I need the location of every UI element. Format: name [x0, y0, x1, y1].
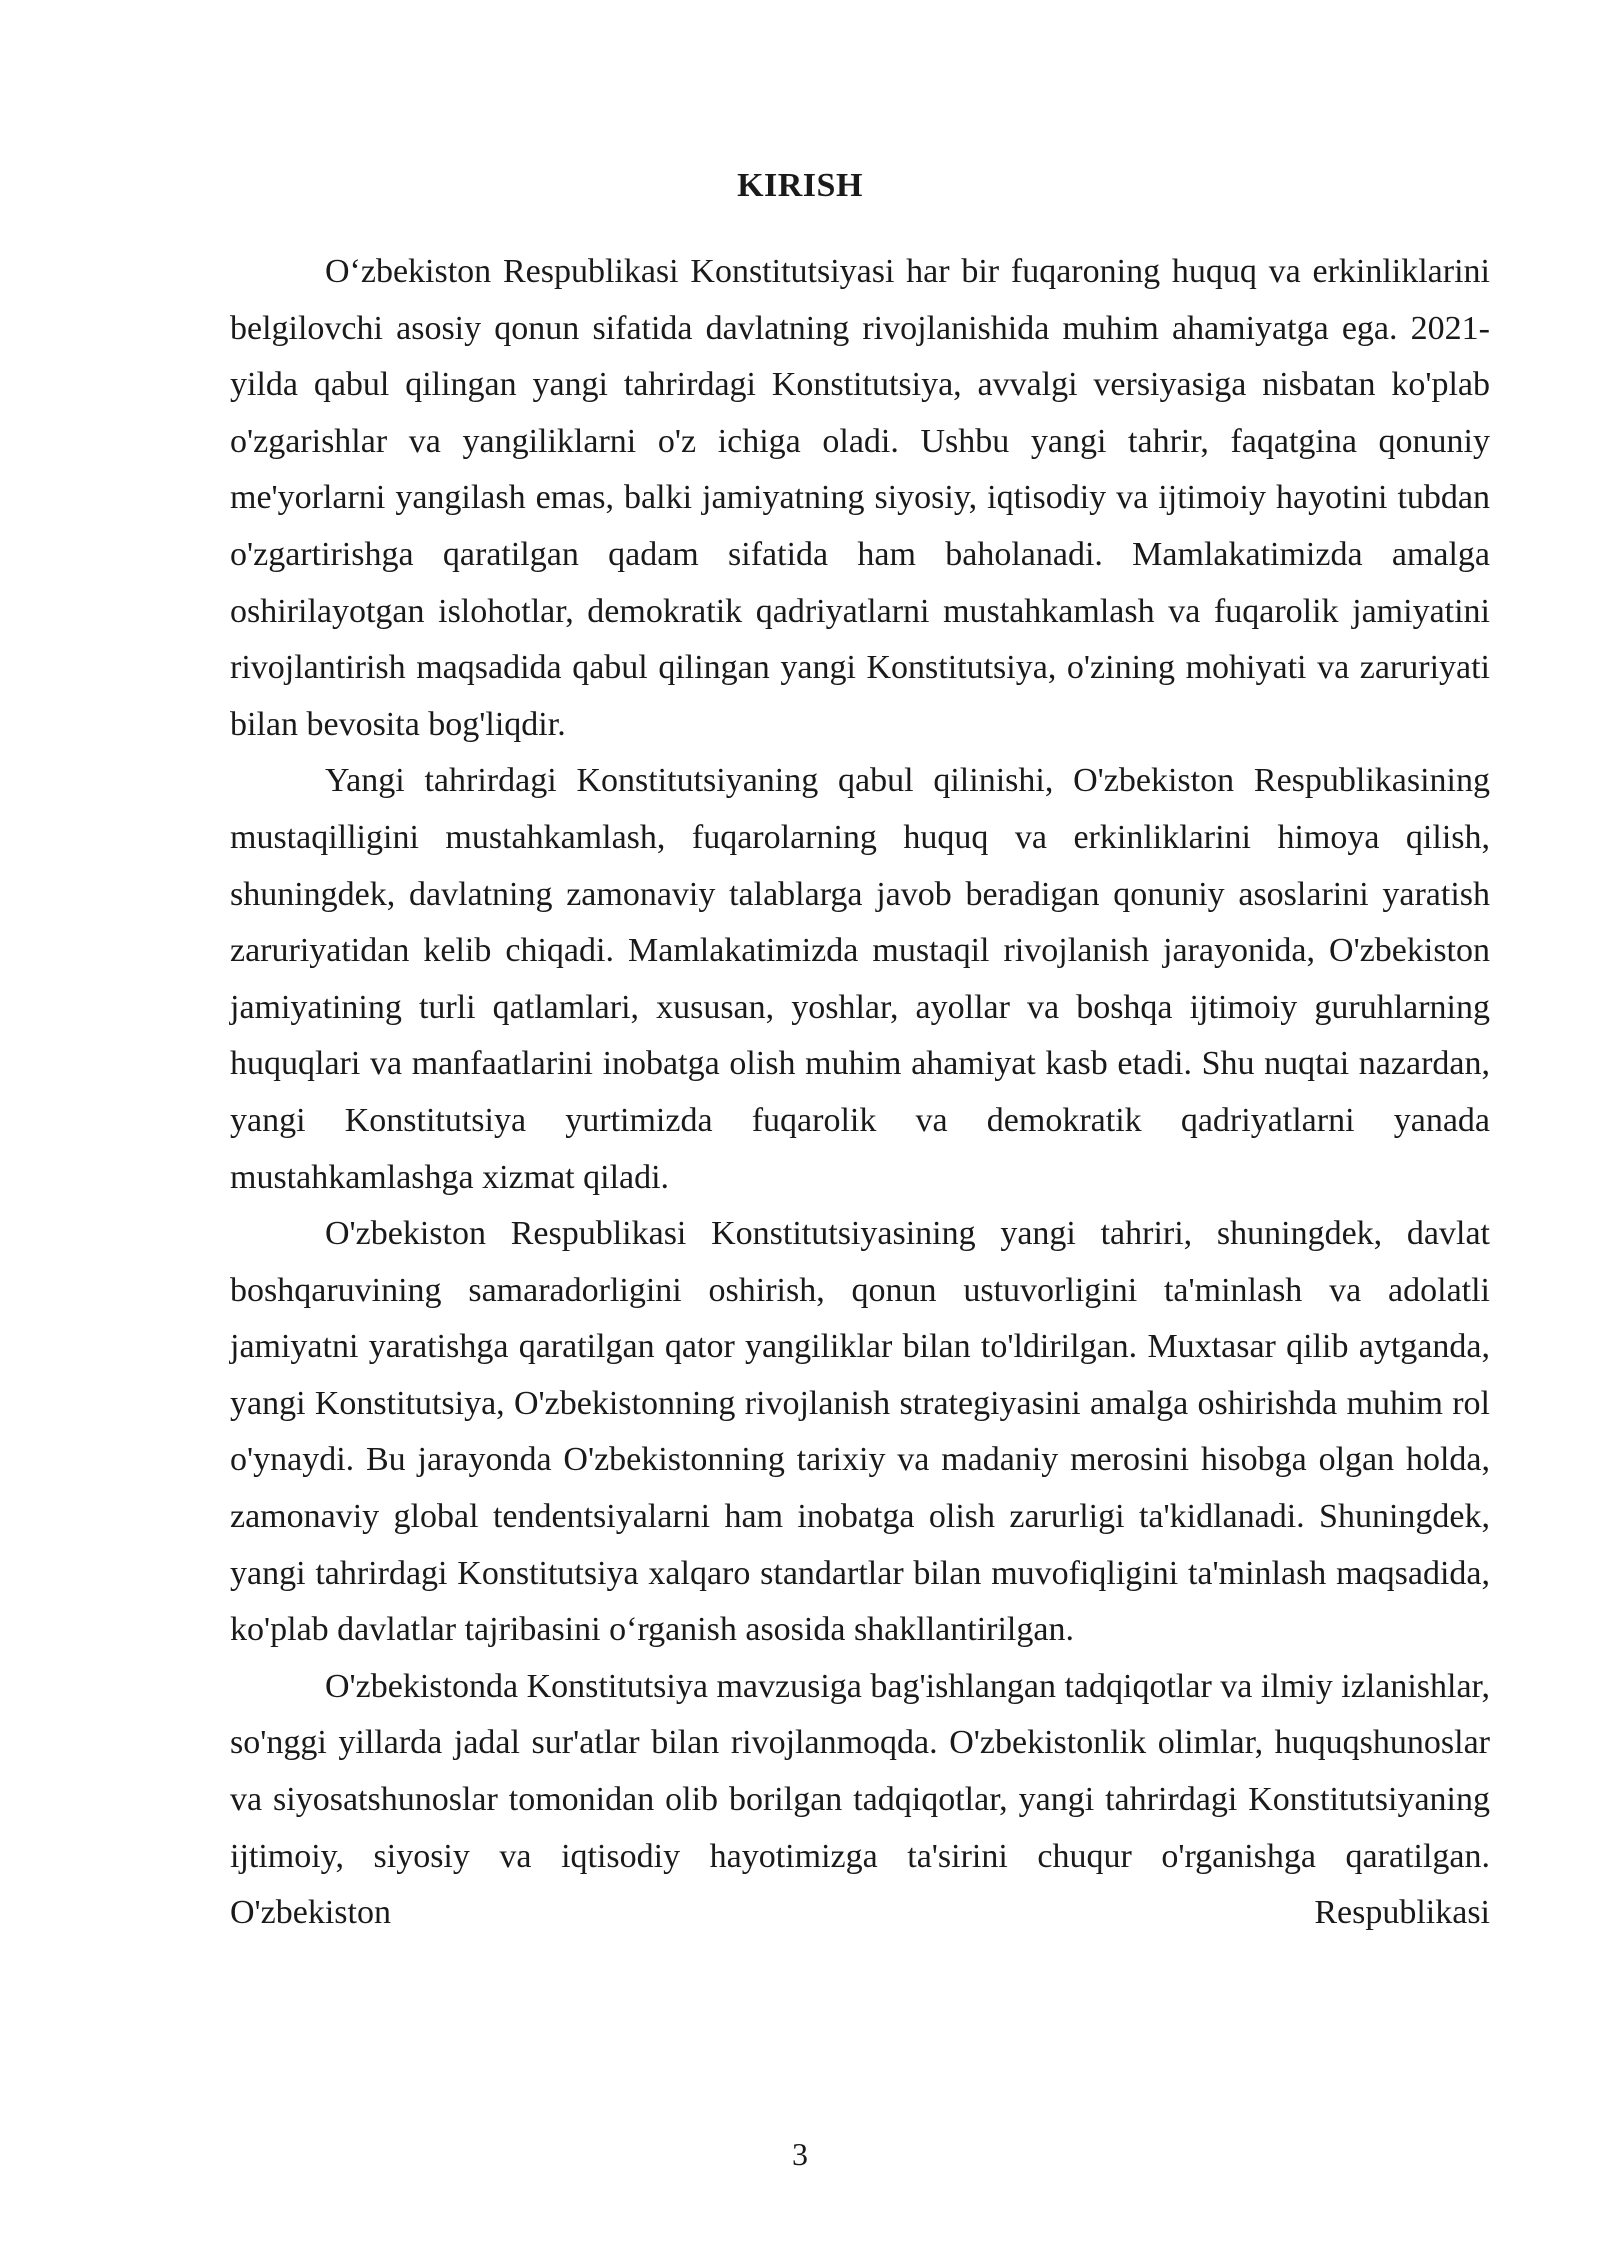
paragraph-4: O'zbekistonda Konstitutsiya mavzusiga bag'ishlangan tadqiqotlar va ilmiy izlanishlar, so'nggi yillarda jadal sur'atlar bilan rivojlanmoqda. O'zbekistonlik olimlar, huquqshunoslar va siyosatshunoslar tomonidan olib borilgan tadqiqotlar, yangi tahrirdagi Konstitutsiyaning ijtimoiy, siyosiy va iqtisodiy hayotimizga ta'sirini chuqur o'rganishga qaratilgan. O'zbekiston Respublikasi [230, 1667, 1490, 1932]
body-text [230, 244, 1490, 1942]
paragraph-1: O‘zbekiston Respublikasi Konstitutsiyasi har bir fuqaroning huquq va erkinliklarini belgilovchi asosiy qonun sifatida davlatning rivojlanishida muhim ahamiyatga ega. 2021-yilda qabul qilingan yangi tahrirdagi Konstitutsiya, avvalgi versiyasiga nisbatan ko'plab o'zgarishlar va yangiliklarni o'z ichiga oladi. Ushbu yangi tahrir, faqatgina qonuniy me'yorlarni yangilash emas, balki jamiyatning siyosiy, iqtisodiy va ijtimoiy hayotini tubdan o'zgartirishga qaratilgan qadam sifatida ham baholanadi. Mamlakatimizda amalga oshirilayotgan islohotlar, demokratik qadriyatlarni mustahkamlash va fuqarolik jamiyatini rivojlantirish maqsadida qabul qilingan yangi Konstitutsiya, o'zining mohiyati va zaruriyati bilan bevosita bog'liqdir. [230, 253, 1490, 743]
page-title: KIRISH [737, 167, 863, 204]
paragraph-2: Yangi tahrirdagi Konstitutsiyaning qabul qilinishi, O'zbekiston Respublikasining mustaqilligini mustahkamlash, fuqarolarning huquq va erkinliklarini himoya qilish, shuningdek, davlatning zamonaviy talablarga javob beradigan qonuniy asoslarini yaratish zaruriyatidan kelib chiqadi. Mamlakatimizda mustaqil rivojlanish jarayonida, O'zbekiston jamiyatining turli qatlamlari, xususan, yoshlar, ayollar va boshqa ijtimoiy guruhlarning huquqlari va manfaatlarini inobatga olish muhim ahamiyat kasb etadi. Shu nuqtai nazardan, yangi Konstitutsiya yurtimizda fuqarolik va demokratik qadriyatlarni yanada mustahkamlashga xizmat qiladi. [230, 762, 1490, 1196]
page-number: 3 [792, 2136, 808, 2172]
paragraph-3: O'zbekiston Respublikasi Konstitutsiyasining yangi tahriri, shuningdek, davlat boshqaruvining samaradorligini oshirish, qonun ustuvorligini ta'minlash va adolatli jamiyatni yaratishga qaratilgan qator yangiliklar bilan to'ldirilgan. Muxtasar qilib aytganda, yangi Konstitutsiya, O'zbekistonning rivojlanish strategiyasini amalga oshirishda muhim rol o'ynaydi. Bu jarayonda O'zbekistonning tarixiy va madaniy merosini hisobga olgan holda, zamonaviy global tendentsiyalarni ham inobatga olish zarurligi ta'kidlanadi. Shuningdek, yangi tahrirdagi Konstitutsiya xalqaro standartlar bilan muvofiqligini ta'minlash maqsadida, ko'plab davlatlar tajribasini o‘rganish asosida shakllantirilgan. [230, 1215, 1490, 1649]
